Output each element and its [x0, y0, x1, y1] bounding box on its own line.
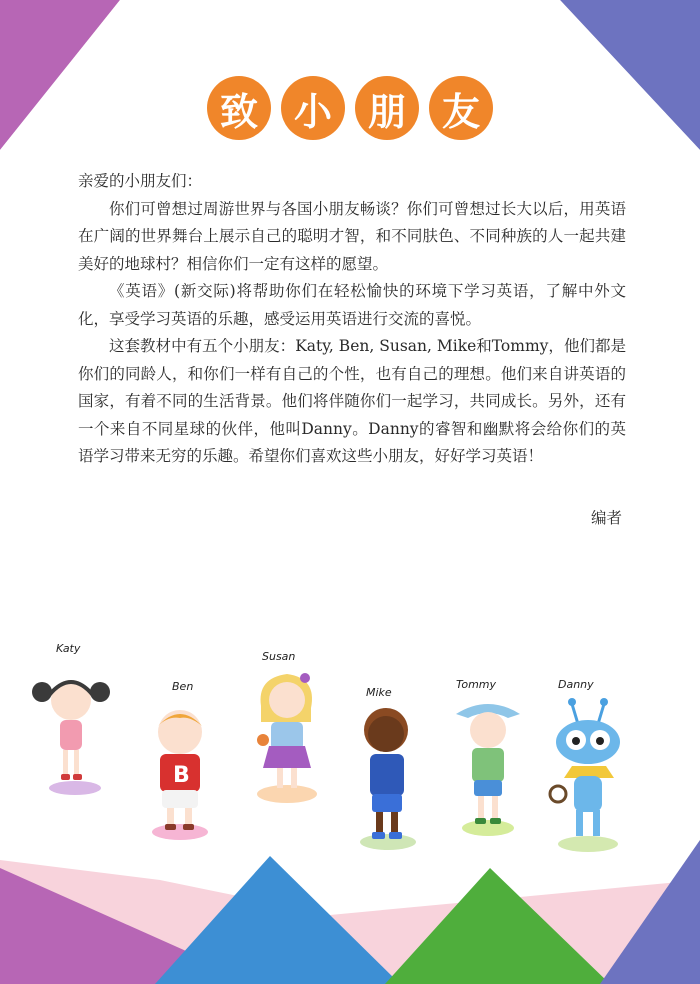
letter-paragraph-2: 《英语》(新交际)将帮助你们在轻松愉快的环境下学习英语，了解中外文化，享受学习英语的乐趣，感受运用英语进行交流的喜悦。: [78, 282, 626, 328]
katy-name-label: Katy: [56, 642, 81, 655]
ben-figure: [140, 702, 220, 842]
tommy-figure: [448, 696, 528, 846]
svg-text:B: B: [173, 763, 190, 788]
letter-paragraph-1: 你们可曾想过周游世界与各国小朋友畅谈？你们可曾想过长大以后，用英语在广阔的世界舞台上展示自己的聪明才智，和不同肤色、不同种族的人一起共建美好的地球村？相信你们一定有这样的愿望。: [78, 199, 626, 273]
letter-greeting: 亲爱的小朋友们：: [78, 172, 203, 190]
ben-name-label: Ben: [172, 680, 194, 693]
title-char-4: 友: [429, 76, 493, 140]
characters-illustration: [0, 630, 700, 870]
title-char-2: 小: [281, 76, 345, 140]
susan-name-label: Susan: [262, 650, 296, 663]
page-title: [0, 76, 700, 140]
danny-name-label: Danny: [558, 678, 594, 691]
danny-figure: [538, 694, 638, 854]
mike-figure: [348, 702, 428, 852]
mike-name-label: Mike: [366, 686, 392, 699]
letter-signoff: 编者: [590, 508, 622, 527]
susan-figure: [245, 666, 335, 806]
title-char-1: 致: [207, 76, 271, 140]
letter-paragraph-3: 这套教材中有五个小朋友：Katy, Ben, Susan, Mike和Tommy，他们都是你们的同龄人，和你们一样有自己的个性，也有自己的理想。他们来自讲英语的国家，有着不同的生活背景。他们将伴随你们一起学习，共同成长。另外，还有一个来自不同星球的伙伴，他叫Danny。Danny的睿智和幽默将会给你们的英语学习带来无穷的乐趣。希望你们喜欢这些小朋友，好好学习英语！: [78, 337, 626, 465]
letter-body: [78, 168, 626, 532]
katy-figure: [30, 666, 120, 796]
tommy-name-label: Tommy: [456, 678, 497, 691]
title-char-3: 朋: [355, 76, 419, 140]
